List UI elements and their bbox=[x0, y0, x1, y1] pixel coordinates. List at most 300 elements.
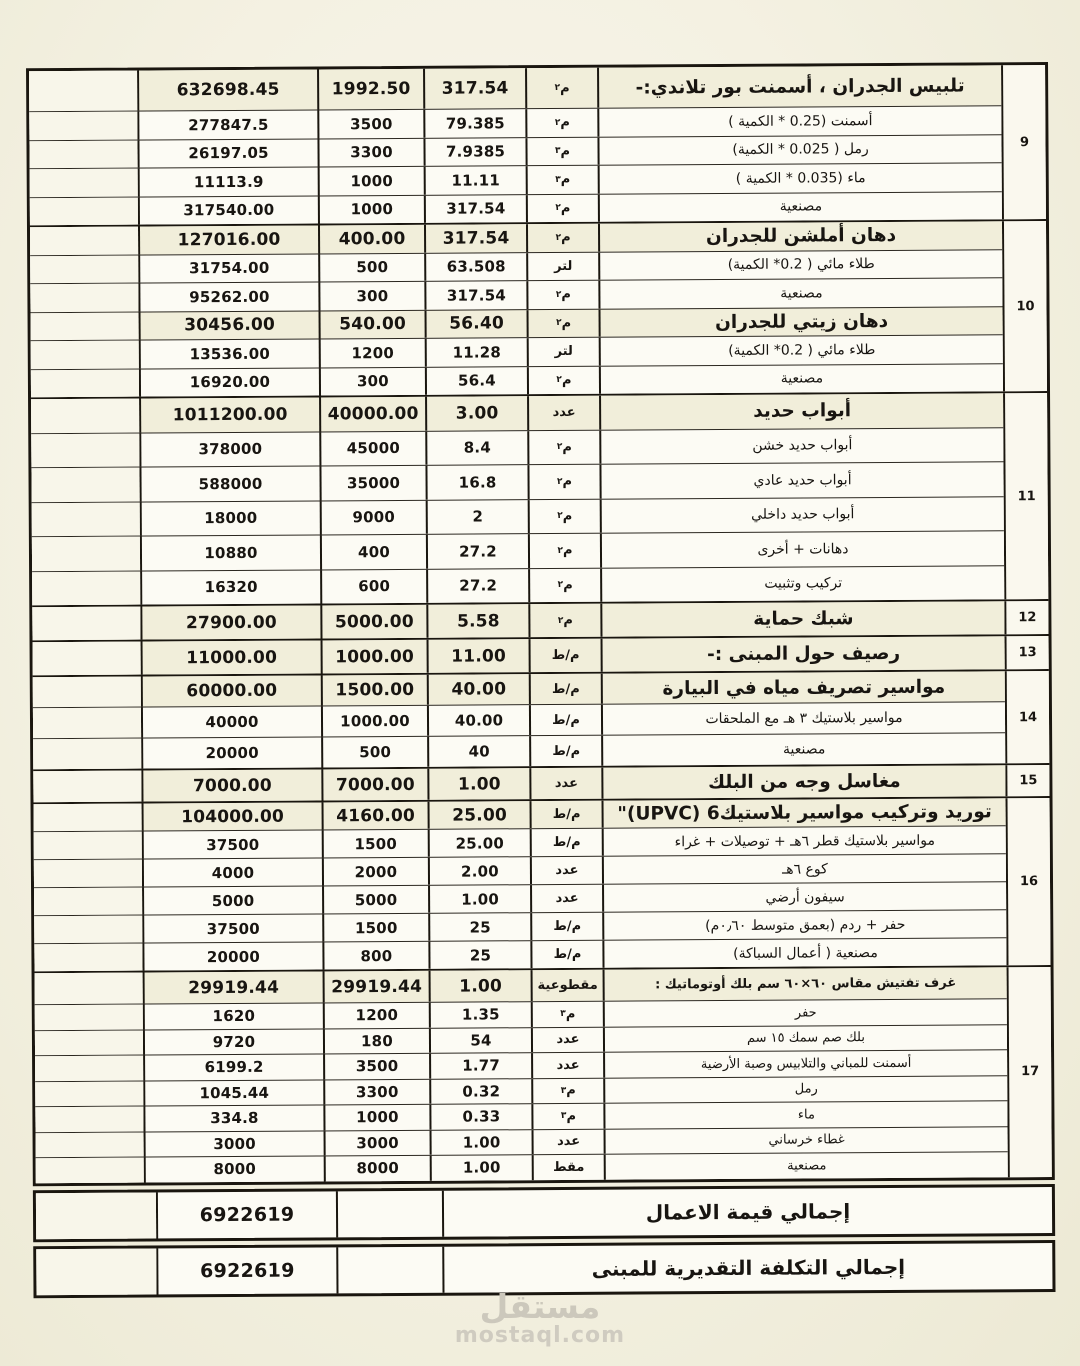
unit-text: م/ط bbox=[552, 712, 580, 728]
notes-cell bbox=[35, 973, 143, 1005]
unit-text: م/ط bbox=[552, 806, 581, 823]
unit-text: م bbox=[563, 612, 573, 628]
quantity-cell: 16.8 bbox=[425, 465, 527, 499]
description-cell: أسمنت (0.25 * الكمية ) bbox=[597, 106, 1001, 136]
unit-cell bbox=[531, 970, 603, 1001]
unit-cell bbox=[530, 941, 602, 968]
quantity-cell: 7.9385 bbox=[423, 138, 525, 166]
grand-total-value: 6922619 bbox=[156, 1247, 336, 1294]
quantity-cell: 79.385 bbox=[423, 109, 525, 137]
line-total-cell: 37500 bbox=[142, 830, 322, 858]
notes-cell bbox=[33, 642, 141, 676]
unit-text: م bbox=[562, 439, 572, 455]
line-total-cell: 1620 bbox=[143, 1003, 323, 1029]
notes-cell bbox=[33, 677, 141, 708]
description-cell: مصنعية bbox=[604, 1152, 1008, 1179]
quantity-cell: 1.00 bbox=[429, 970, 531, 1002]
line-total-cell: 29919.44 bbox=[143, 971, 323, 1003]
quantity-cell: 1.00 bbox=[430, 1155, 532, 1180]
empty-cell bbox=[336, 1190, 442, 1237]
description-cell: مواسير بلاستيك قطر ٦هـ + توصيلات + غراء bbox=[602, 826, 1006, 855]
unit-price-cell: 3000 bbox=[324, 1130, 430, 1155]
unit-text: م/ط bbox=[551, 647, 580, 664]
description-cell: سيفون أرضي bbox=[602, 882, 1006, 911]
unit-price-cell: 45000 bbox=[319, 431, 425, 465]
quantity-cell: 56.4 bbox=[425, 367, 527, 395]
section-rows bbox=[35, 967, 1008, 1182]
table-row bbox=[36, 1151, 1008, 1182]
line-total-cell: 26197.05 bbox=[137, 139, 317, 168]
unit-cell bbox=[527, 396, 599, 430]
notes-cell bbox=[30, 169, 138, 197]
table-row bbox=[29, 65, 1001, 111]
notes-cell bbox=[34, 860, 142, 888]
unit-price-cell: 300 bbox=[319, 367, 425, 395]
unit-cell bbox=[526, 224, 598, 252]
boq-table bbox=[26, 62, 1055, 1186]
description-cell: أبواب حديد داخلي bbox=[600, 497, 1004, 533]
line-total-cell: 317540.00 bbox=[138, 196, 318, 225]
line-total-cell: 6199.2 bbox=[143, 1054, 323, 1080]
quantity-cell: 0.32 bbox=[429, 1079, 531, 1104]
unit-price-cell: 1000 bbox=[318, 195, 424, 223]
description-cell: رمل bbox=[603, 1076, 1007, 1103]
table-row bbox=[31, 427, 1003, 467]
line-total-cell: 40000 bbox=[141, 706, 321, 737]
notes-cell bbox=[32, 502, 140, 536]
quantity-cell: 27.2 bbox=[426, 569, 528, 603]
line-total-cell: 104000.00 bbox=[142, 802, 322, 830]
table-row bbox=[33, 636, 1005, 675]
description-cell: غرف تفتيش مقاس ٦٠×٦٠ سم بلك أوتوماتيك : bbox=[603, 967, 1007, 1000]
description-cell: كوع ٦هـ bbox=[602, 854, 1006, 883]
quantity-cell: 11.28 bbox=[425, 338, 527, 366]
unit-cell bbox=[529, 736, 601, 766]
unit-text: م/ط bbox=[552, 834, 581, 851]
unit-cell bbox=[529, 705, 601, 735]
unit-cell bbox=[532, 1129, 604, 1154]
quantity-cell: 63.508 bbox=[424, 253, 526, 281]
quantity-cell: 2 bbox=[426, 500, 528, 534]
unit-price-cell: 1200 bbox=[319, 339, 425, 367]
quantity-cell: 1.00 bbox=[427, 768, 529, 800]
line-total-cell: 95262.00 bbox=[138, 282, 318, 311]
unit-text: م bbox=[560, 143, 571, 159]
line-total-cell: 30456.00 bbox=[139, 311, 319, 340]
quantity-cell: 3.00 bbox=[425, 396, 527, 430]
unit-cell bbox=[531, 1002, 603, 1027]
boq-sheet bbox=[26, 62, 1055, 1298]
section-rows bbox=[33, 765, 1005, 802]
section-rows bbox=[34, 798, 1007, 971]
notes-cell bbox=[36, 1158, 144, 1183]
notes-cell bbox=[33, 708, 141, 739]
table-row bbox=[31, 461, 1003, 501]
line-total-cell: 3000 bbox=[144, 1131, 324, 1157]
row-number: 16 bbox=[1005, 798, 1050, 965]
notes-cell bbox=[35, 1005, 143, 1030]
unit-price-cell: 800 bbox=[322, 942, 428, 970]
description-cell: طلاء مائي ( 0.2* الكمية) bbox=[599, 335, 1003, 365]
line-total-cell: 60000.00 bbox=[141, 675, 321, 706]
line-total-cell: 11113.9 bbox=[138, 167, 318, 196]
line-total-cell: 20000 bbox=[141, 737, 321, 768]
unit-price-cell: 400.00 bbox=[318, 225, 424, 253]
quantity-cell: 1.35 bbox=[429, 1002, 531, 1027]
unit-price-cell: 180 bbox=[323, 1028, 429, 1053]
description-cell: مصنعية bbox=[598, 278, 1002, 308]
line-total-cell: 632698.45 bbox=[137, 69, 317, 110]
description-cell: رمل ( 0.025 * الكمية) bbox=[597, 135, 1001, 165]
unit-cell bbox=[531, 1053, 603, 1078]
line-total-cell: 1011200.00 bbox=[139, 397, 319, 432]
quantity-cell: 25 bbox=[428, 941, 530, 969]
description-cell: ماء bbox=[603, 1101, 1007, 1128]
unit-price-cell: 3300 bbox=[323, 1079, 429, 1104]
quantity-cell: 11.11 bbox=[424, 166, 526, 194]
table-section bbox=[34, 796, 1051, 971]
quantity-cell: 317.54 bbox=[424, 195, 526, 223]
table-row bbox=[33, 765, 1005, 802]
table-row bbox=[32, 565, 1004, 605]
unit-price-cell: 9000 bbox=[320, 500, 426, 534]
unit-text: م bbox=[562, 508, 573, 524]
table-row bbox=[30, 191, 1002, 225]
unit-text: م/ط bbox=[553, 918, 582, 935]
row-number: 14 bbox=[1005, 671, 1050, 763]
section-rows bbox=[32, 601, 1004, 640]
table-row bbox=[31, 363, 1003, 397]
unit-price-cell: 400 bbox=[320, 535, 426, 569]
section-rows bbox=[33, 671, 1006, 769]
description-cell: دهان أملشن للجدران bbox=[598, 221, 1002, 251]
line-total-cell: 37500 bbox=[142, 914, 322, 942]
unit-text: عدد bbox=[556, 1057, 580, 1073]
unit-text: عدد bbox=[556, 1032, 580, 1048]
unit-cell bbox=[528, 499, 600, 533]
unit-text: م bbox=[562, 543, 573, 559]
section-rows bbox=[30, 221, 1003, 397]
line-total-cell: 18000 bbox=[140, 501, 320, 536]
notes-cell bbox=[31, 369, 139, 397]
quantity-cell: 0.33 bbox=[429, 1104, 531, 1129]
line-total-cell: 27900.00 bbox=[140, 605, 320, 639]
line-total-cell: 4000 bbox=[142, 858, 322, 886]
unit-cell bbox=[529, 768, 601, 799]
notes-cell bbox=[35, 1107, 143, 1132]
unit-cell bbox=[525, 137, 597, 165]
notes-cell bbox=[34, 916, 142, 944]
unit-price-cell: 500 bbox=[318, 253, 424, 281]
unit-text: م bbox=[561, 315, 572, 331]
row-number: 17 bbox=[1007, 967, 1052, 1177]
unit-cell bbox=[527, 465, 599, 499]
unit-price-cell: 29919.44 bbox=[323, 971, 429, 1003]
table-section bbox=[33, 634, 1049, 675]
watermark-logo: مستقل bbox=[479, 1287, 601, 1326]
empty-cell bbox=[336, 1246, 442, 1293]
description-cell: مغاسل وجه من البلك bbox=[601, 765, 1005, 798]
unit-cell bbox=[530, 801, 602, 828]
table-section bbox=[32, 599, 1048, 640]
line-total-cell: 11000.00 bbox=[141, 640, 321, 674]
description-cell: مصنعية bbox=[599, 364, 1003, 394]
notes-cell bbox=[30, 255, 138, 283]
quantity-cell: 2.00 bbox=[428, 857, 530, 885]
notes-cell bbox=[34, 888, 142, 916]
description-cell: مصنعية bbox=[598, 192, 1002, 222]
row-number: 11 bbox=[1003, 393, 1048, 599]
unit-cell bbox=[530, 885, 602, 912]
notes-cell bbox=[30, 197, 138, 225]
unit-price-cell: 1200 bbox=[323, 1003, 429, 1028]
unit-text: عدد bbox=[554, 775, 578, 792]
unit-text: م/ط bbox=[553, 946, 582, 963]
quantity-cell: 1.00 bbox=[428, 885, 530, 913]
unit-price-cell: 1500 bbox=[322, 830, 428, 858]
unit-cell bbox=[525, 68, 597, 108]
unit-cell bbox=[529, 639, 601, 672]
unit-price-cell: 1992.50 bbox=[317, 69, 423, 110]
watermark-site-url: mostaql.com bbox=[454, 1322, 626, 1348]
table-row bbox=[32, 530, 1004, 570]
line-total-cell: 8000 bbox=[144, 1156, 324, 1182]
unit-price-cell: 500 bbox=[321, 737, 427, 768]
unit-price-cell: 1000.00 bbox=[321, 640, 427, 674]
notes-cell bbox=[36, 1248, 156, 1295]
unit-text: م bbox=[562, 474, 573, 490]
description-cell: بلك صم سمك ١٥ سم bbox=[603, 1025, 1007, 1052]
notes-cell bbox=[30, 227, 138, 255]
unit-text: م bbox=[566, 1108, 576, 1124]
description-cell: مواسير تصريف مياه في البيارة bbox=[601, 671, 1005, 703]
unit-cell bbox=[530, 829, 602, 856]
quantity-cell: 317.54 bbox=[424, 224, 526, 252]
notes-cell bbox=[35, 1030, 143, 1055]
section-rows bbox=[31, 393, 1004, 605]
unit-price-cell: 8000 bbox=[324, 1156, 430, 1181]
description-cell: مصنعية bbox=[601, 733, 1005, 765]
unit-text: عدد bbox=[555, 890, 579, 907]
quantity-cell: 8.4 bbox=[425, 431, 527, 465]
unit-text: م bbox=[561, 230, 571, 246]
unit-text: م bbox=[565, 1006, 576, 1022]
notes-cell bbox=[33, 771, 141, 803]
unit-cell bbox=[525, 109, 597, 137]
line-total-cell: 5000 bbox=[142, 886, 322, 914]
unit-text: عدد bbox=[552, 405, 576, 421]
unit-text: عدد bbox=[557, 1134, 581, 1150]
unit-cell bbox=[531, 1104, 603, 1129]
description-cell: مصنعية ( أعمال السباكة) bbox=[602, 938, 1006, 967]
quantity-cell: 5.58 bbox=[426, 604, 528, 638]
description-cell: دهان زيتي للجدران bbox=[599, 307, 1003, 337]
totals-row bbox=[33, 1183, 1055, 1241]
unit-cell bbox=[528, 534, 600, 568]
unit-cell bbox=[529, 674, 601, 704]
description-cell: ماء (0.035 * الكمية ) bbox=[598, 163, 1002, 193]
line-total-cell: 1045.44 bbox=[143, 1080, 323, 1106]
unit-text: لتر bbox=[554, 258, 573, 274]
unit-cell bbox=[531, 1078, 603, 1103]
unit-price-cell: 600 bbox=[320, 569, 426, 603]
unit-price-cell: 40000.00 bbox=[319, 397, 425, 431]
description-cell: تركيب وتثبيت bbox=[600, 566, 1004, 602]
unit-cell bbox=[526, 252, 598, 280]
quantity-cell: 317.54 bbox=[424, 281, 526, 309]
table-section bbox=[31, 391, 1048, 605]
notes-cell bbox=[31, 433, 139, 467]
unit-cell bbox=[527, 338, 599, 366]
unit-price-cell: 3300 bbox=[317, 138, 423, 166]
section-rows bbox=[29, 65, 1002, 225]
notes-cell bbox=[31, 468, 139, 502]
unit-cell bbox=[530, 857, 602, 884]
row-number: 10 bbox=[1002, 221, 1047, 391]
unit-cell bbox=[527, 309, 599, 337]
unit-price-cell: 1000 bbox=[323, 1105, 429, 1130]
notes-cell bbox=[31, 341, 139, 369]
unit-cell bbox=[526, 166, 598, 194]
unit-price-cell: 5000 bbox=[322, 886, 428, 914]
notes-cell bbox=[35, 1081, 143, 1106]
unit-price-cell: 1000 bbox=[318, 167, 424, 195]
row-number: 12 bbox=[1004, 601, 1048, 634]
description-cell: مواسير بلاستيك ٣ هـ مع الملحقات bbox=[601, 702, 1005, 734]
quantity-cell: 56.40 bbox=[425, 310, 527, 338]
description-cell: رصيف حول المبنى :- bbox=[601, 636, 1005, 671]
quantity-cell: 1.00 bbox=[430, 1130, 532, 1155]
unit-price-cell: 3500 bbox=[323, 1054, 429, 1079]
table-section bbox=[33, 669, 1050, 769]
unit-cell bbox=[527, 430, 599, 464]
notes-cell bbox=[35, 1056, 143, 1081]
grand-total-value: 6922619 bbox=[156, 1191, 336, 1238]
unit-text: م/ط bbox=[552, 743, 581, 759]
section-rows bbox=[33, 636, 1005, 675]
notes-cell bbox=[29, 71, 137, 112]
unit-price-cell: 540.00 bbox=[319, 310, 425, 338]
unit-text: م bbox=[566, 1083, 576, 1099]
unit-text: م bbox=[560, 80, 570, 96]
notes-cell bbox=[31, 312, 139, 340]
quantity-cell: 317.54 bbox=[423, 68, 525, 109]
line-total-cell: 13536.00 bbox=[139, 339, 319, 368]
quantity-cell: 40 bbox=[427, 736, 529, 767]
description-cell: أبواب حديد خشن bbox=[599, 428, 1003, 464]
unit-text: م/ط bbox=[551, 681, 580, 697]
line-total-cell: 277847.5 bbox=[137, 110, 317, 139]
unit-text: م bbox=[563, 577, 573, 593]
unit-cell bbox=[527, 366, 599, 394]
quantity-cell: 25.00 bbox=[428, 829, 530, 857]
line-total-cell: 7000.00 bbox=[141, 769, 321, 801]
notes-cell bbox=[34, 804, 142, 832]
description-cell: حفر + ردم (بعمق متوسط ٠٫٦٠م) bbox=[602, 910, 1006, 939]
unit-text: مقط bbox=[553, 1159, 585, 1175]
line-total-cell: 127016.00 bbox=[138, 225, 318, 254]
notes-cell bbox=[32, 571, 140, 605]
unit-cell bbox=[532, 1155, 604, 1180]
description-cell: طلاء مائي ( 0.2* الكمية) bbox=[598, 250, 1002, 280]
unit-price-cell: 1500.00 bbox=[321, 675, 427, 706]
notes-cell bbox=[29, 140, 137, 168]
unit-cell bbox=[531, 1027, 603, 1052]
line-total-cell: 378000 bbox=[139, 432, 319, 467]
line-total-cell: 16320 bbox=[140, 570, 320, 605]
description-cell: شبك حماية bbox=[600, 601, 1004, 636]
quantity-cell: 25 bbox=[428, 913, 530, 941]
notes-cell bbox=[32, 607, 140, 641]
totals-area bbox=[33, 1183, 1056, 1297]
unit-cell bbox=[528, 568, 600, 602]
line-total-cell: 20000 bbox=[142, 942, 322, 970]
unit-price-cell: 7000.00 bbox=[321, 769, 427, 801]
line-total-cell: 9720 bbox=[143, 1029, 323, 1055]
quantity-cell: 40.00 bbox=[427, 674, 529, 705]
notes-cell bbox=[29, 112, 137, 140]
notes-cell bbox=[32, 537, 140, 571]
unit-price-cell: 3500 bbox=[317, 110, 423, 138]
unit-price-cell: 300 bbox=[318, 282, 424, 310]
unit-price-cell: 35000 bbox=[319, 466, 425, 500]
table-row bbox=[33, 732, 1005, 769]
unit-cell bbox=[526, 194, 598, 222]
unit-text: م bbox=[561, 372, 572, 388]
table-section bbox=[29, 65, 1046, 225]
line-total-cell: 31754.00 bbox=[138, 254, 318, 283]
quantity-cell: 25.00 bbox=[428, 801, 530, 829]
grand-total-label: إجمالي التكلفة التقديرية للمبنى bbox=[442, 1242, 1052, 1292]
notes-cell bbox=[34, 832, 142, 860]
notes-cell bbox=[36, 1192, 156, 1239]
notes-cell bbox=[36, 1132, 144, 1157]
table-section bbox=[35, 965, 1052, 1183]
description-cell: دهانات + أخرى bbox=[600, 531, 1004, 567]
description-cell: غطاء خرساني bbox=[604, 1127, 1008, 1154]
totals-row bbox=[33, 1239, 1055, 1297]
notes-cell bbox=[30, 284, 138, 312]
unit-text: م bbox=[560, 172, 571, 188]
unit-price-cell: 5000.00 bbox=[320, 605, 426, 639]
row-number: 15 bbox=[1005, 765, 1049, 796]
description-cell: تلبيس الجدران ، أسمنت بور تلاندي:- bbox=[597, 65, 1001, 107]
quantity-cell: 11.00 bbox=[427, 639, 529, 673]
quantity-cell: 40.00 bbox=[427, 705, 529, 736]
unit-text: عدد bbox=[555, 862, 579, 879]
line-total-cell: 334.8 bbox=[143, 1105, 323, 1131]
table-section bbox=[30, 219, 1047, 397]
unit-text: لتر bbox=[554, 344, 573, 360]
unit-price-cell: 1000.00 bbox=[321, 706, 427, 737]
unit-text: م bbox=[561, 287, 571, 303]
unit-price-cell: 2000 bbox=[322, 858, 428, 886]
quantity-cell: 1.77 bbox=[429, 1053, 531, 1078]
description-cell: أسمنت للمباني والتلابيس وصبة الأرضية bbox=[603, 1050, 1007, 1077]
line-total-cell: 588000 bbox=[139, 466, 319, 501]
line-total-cell: 10880 bbox=[140, 535, 320, 570]
unit-cell bbox=[530, 913, 602, 940]
unit-cell bbox=[528, 604, 600, 637]
line-total-cell: 16920.00 bbox=[139, 368, 319, 397]
unit-text: م bbox=[560, 115, 570, 131]
table-row bbox=[32, 496, 1004, 536]
description-cell: أبواب حديد bbox=[599, 393, 1003, 429]
notes-cell bbox=[33, 739, 141, 770]
unit-text: مقطوعية bbox=[537, 977, 598, 994]
unit-text: م bbox=[560, 200, 571, 216]
unit-price-cell: 1500 bbox=[322, 914, 428, 942]
